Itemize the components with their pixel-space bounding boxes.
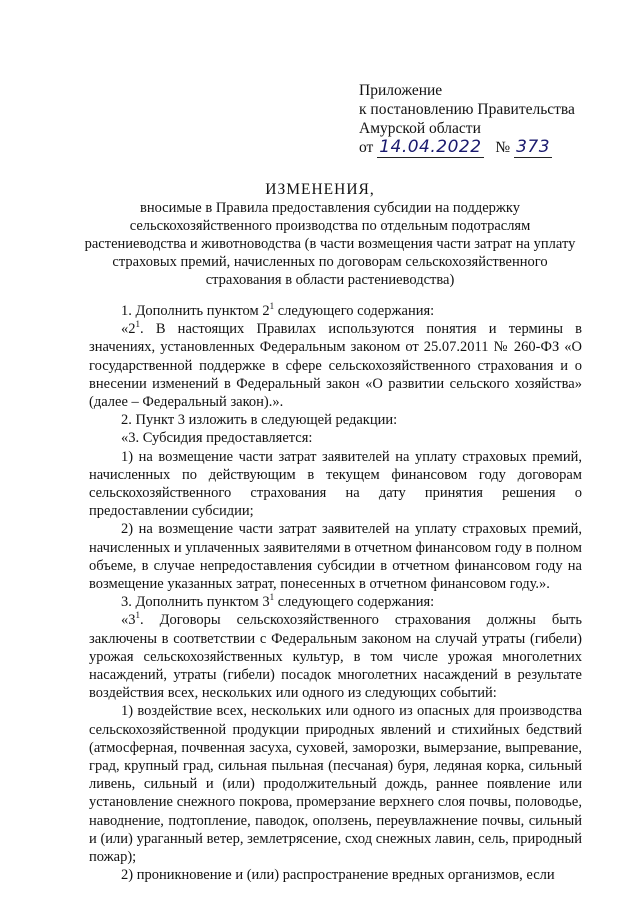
appendix-line-2: к постановлению Правительства (359, 101, 575, 118)
p1-superscript: 1 (269, 301, 275, 312)
paragraph-4: «3. Субсидия предоставляется: (121, 430, 313, 447)
number-prefix: № (495, 139, 511, 156)
paragraph-10: 2) проникновение и (или) распространение вредных организмов, если (121, 867, 555, 884)
p8-text: «3 (121, 612, 136, 629)
p8-superscript: 1 (135, 610, 140, 621)
paragraph-3: 2. Пункт 3 изложить в следующей редакции: (121, 412, 398, 429)
p7-superscript: 1 (269, 592, 275, 603)
paragraph-5: 1) на возмещение части затрат заявителей на уплату страховых премий, начисленных по действующим в текущем финансовом году договорам сельскохозяйственного страхования на дату принятия решения о предоставлении субсидии; (89, 448, 582, 520)
paragraph-7 (89, 593, 582, 611)
p2-superscript: 1 (135, 319, 140, 330)
paragraph-1 (89, 302, 582, 320)
document-subtitle: вносимые в Правила предоставления субсидии на поддержку сельскохозяйственного производства по отдельным подотраслям растениеводства и животноводства (в части возмещения части затрат на уплату страховых премий, начисленных по договорам сельскохозяйственного страхования в области растениеводства) (84, 200, 576, 288)
paragraph-9: 1) воздействие всех, нескольких или одного из опасных для производства сельскохозяйственной продукции природных явлений и стихийных бедствий (атмосферная, почвенная засуха, суховей, заморозки, вымерзание, выпревание, град, крупный град, сильная пыльная (песчаная) буря, ледяная корка, сильный ливень, сильный и (или) продолжительный дождь, раннее появление или установление снежного покрова, промерзание верхнего слоя почвы, половодье, наводнение, подтопление, паводок, оползень, переувлажнение почвы, сильный и (или) ураганный ветер, землетрясение, сход снежных лавин, сель, природный пожар); (89, 703, 582, 866)
document-body (89, 302, 582, 885)
p2-text: «2 (121, 321, 136, 338)
appendix-line-3: Амурской области (359, 120, 481, 137)
paragraph-8 (89, 611, 582, 702)
paragraph-6: 2) на возмещение части затрат заявителей на уплату страховых премий, начисленных и уплаченных заявителями в отчетном финансовом году в полном объеме, в случае непредоставления субсидии в отчетном финансовом году на возмещение указанных затрат, понесенных в отчетном финансовом году.». (89, 521, 582, 593)
document-title: ИЗМЕНЕНИЯ, (265, 181, 375, 198)
appendix-date-line (359, 138, 575, 157)
handwritten-number: 373 (516, 137, 551, 157)
handwritten-date: 14.04.2022 (379, 137, 482, 157)
p1-text-end: следующего содержания: (274, 303, 435, 319)
paragraph-2 (89, 320, 582, 411)
date-prefix: от (359, 139, 374, 156)
appendix-line-1: Приложение (359, 82, 443, 99)
p7-text-end: следующего содержания: (274, 594, 435, 611)
appendix-header (359, 81, 575, 157)
p2-text-end: . В настоящих Правилах используются понятия и термины в значениях, установленных Федеральным законом от 25.07.2011 № 260-ФЗ «О государственной поддержке в сфере сельскохозяйственного страхования и о внесении изменений в Федеральный закон «О развитии сельского хозяйства» (далее – Федеральный закон).». (89, 321, 582, 411)
p1-text: 1. Дополнить пунктом 2 (121, 303, 270, 319)
p7-text: 3. Дополнить пунктом 3 (121, 594, 270, 611)
p8-text-end: . Договоры сельскохозяйственного страхования должны быть заключены в соответствии с Федеральным законом на случай утраты (гибели) урожая сельскохозяйственных культур, в том числе урожая многолетних насаждений, утраты (гибели) посадок многолетних насаждений в результате воздействия всех, нескольких или одного из следующих событий: (89, 612, 582, 702)
